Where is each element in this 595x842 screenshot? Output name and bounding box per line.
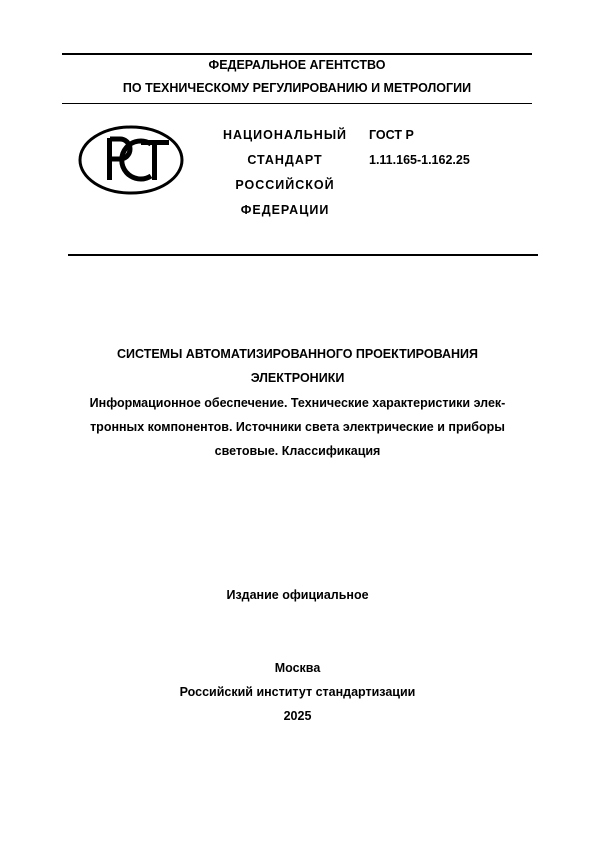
- edition-label: Издание официальное: [226, 588, 369, 602]
- national-line-1: НАЦИОНАЛЬНЫЙ: [222, 128, 348, 142]
- national-line-2: СТАНДАРТ: [247, 153, 323, 167]
- gost-label: ГОСТ Р: [369, 128, 414, 142]
- agency-line-2: ПО ТЕХНИЧЕСКОМУ РЕГУЛИРОВАНИЮ И МЕТРОЛОГИИ: [122, 81, 472, 95]
- imprint-year: 2025: [283, 709, 312, 723]
- agency-rule: [62, 103, 532, 104]
- rst-emblem-icon: [77, 124, 185, 196]
- top-rule: [62, 53, 532, 55]
- subtitle-line-1: Информационное обеспечение. Технические характеристики элек-: [89, 396, 506, 410]
- subtitle-line-3: световые. Классификация: [214, 444, 381, 458]
- national-line-3: РОССИЙСКОЙ: [235, 178, 335, 192]
- title-line-2: ЭЛЕКТРОНИКИ: [250, 371, 345, 385]
- imprint-publisher: Российский институт стандартизации: [179, 685, 416, 699]
- agency-line-1: ФЕДЕРАЛЬНОЕ АГЕНТСТВО: [208, 58, 386, 72]
- national-line-4: ФЕДЕРАЦИИ: [240, 203, 330, 217]
- subtitle-line-2: тронных компонентов. Источники света электрические и приборы: [90, 420, 505, 434]
- imprint-city: Москва: [274, 661, 321, 675]
- title-line-1: СИСТЕМЫ АВТОМАТИЗИРОВАННОГО ПРОЕКТИРОВАНИЯ: [116, 347, 479, 361]
- gost-number: 1.11.165-1.162.25: [369, 153, 470, 167]
- header-bottom-rule: [68, 254, 538, 256]
